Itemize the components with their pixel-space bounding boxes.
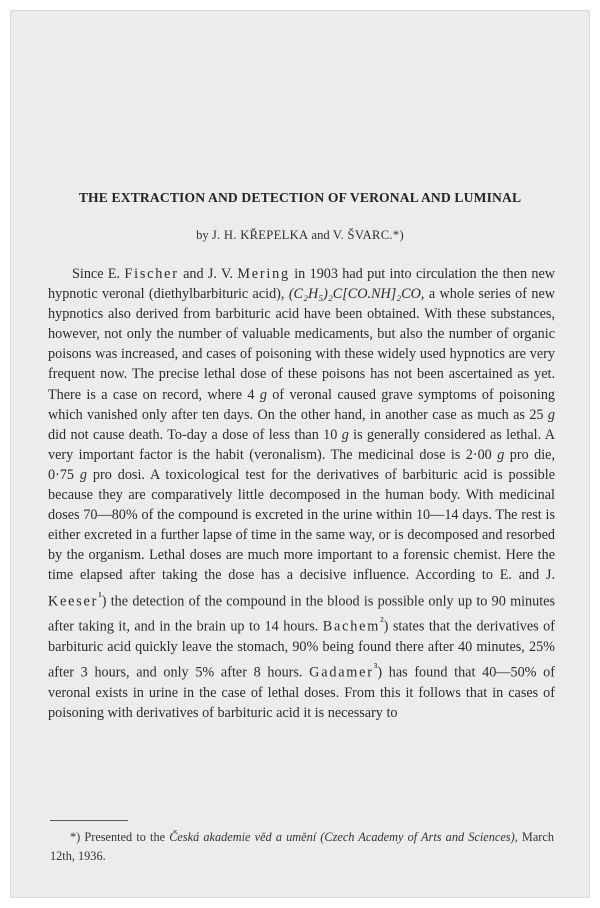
byline-by: by xyxy=(196,228,212,242)
text-run: , March 12th, 1936. xyxy=(50,830,554,863)
unit-gram: g xyxy=(79,466,88,483)
author-name-fischer: Fischer xyxy=(124,266,179,282)
text-run: ) has found that 40—50% of veronal exists in urine in the case of lethal doses. From this it follows that in cases of poisoning with derivatives of barbituric acid it is necessary to xyxy=(48,664,555,722)
text-run: in 1903 had put into circulation the then new hypnotic veronal (diethylbarbituric acid), xyxy=(48,266,555,303)
reference-marker: ¹ xyxy=(98,588,102,603)
text-run: of veronal caused grave symptoms of poisoning which vanished only after ten days. On the other hand, in another case as much as 25 xyxy=(48,386,556,423)
footnote-text xyxy=(50,828,554,866)
document-page xyxy=(10,10,590,898)
author-name-bachem: Bachem xyxy=(322,619,381,636)
text-run: *) Presented to the xyxy=(70,830,170,844)
academy-name: Česká akademie věd a umění (Czech Academy of Arts and Sciences) xyxy=(169,830,515,844)
byline-and: and xyxy=(308,228,333,242)
article-title: THE EXTRACTION AND DETECTION OF VERONAL AND LUMINAL xyxy=(78,190,522,205)
text-run: pro dosi. A toxicological test for the derivatives of barbituric acid is possible because they are comparatively little decomposed in the human body. With medicinal doses 70—80% of the compound is excreted in the urine within 10—14 days. The rest is either excreted in a further lapse of time in the same way, or is decomposed and resorbed by the organism. Lethal doses are much more important to a forensic chemist. Here the time elapsed after taking the dose has a decisive influence. According to E. and J. xyxy=(48,466,555,584)
author-name-gadamer: Gadamer xyxy=(309,664,374,681)
text-run: , a whole series of new hypnotics also derived from barbituric acid have been obtained. With these substances, however, not only the number of valuable medicaments, but also the number of organic poisons was increased, and cases of poisoning with these widely used hypnotics are very frequent now. The precise lethal dose of these poisons has not been ascertained as yet. There is a case on record, where 4 xyxy=(48,286,555,403)
body-text xyxy=(48,264,555,723)
reference-marker: ² xyxy=(380,614,384,629)
unit-gram: g xyxy=(259,386,267,403)
text-run: ) states that the derivatives of barbituric acid quickly leave the stomach, 90% being found there after 40 minutes, 25% after 3 hours, and only 5% after 8 hours. xyxy=(48,619,555,681)
text-run: ) the detection of the compound in the blood is possible only up to 90 minutes after taking it, and in the brain up to 14 hours. xyxy=(48,593,555,636)
text-run: and J. V. xyxy=(178,266,238,282)
unit-gram: g xyxy=(547,406,555,423)
unit-gram: g xyxy=(497,446,505,463)
author-1: J. H. KŘEPELKA xyxy=(211,228,309,242)
byline xyxy=(10,228,590,243)
unit-gram: g xyxy=(341,426,349,443)
author-name-mering: Mering xyxy=(237,266,290,282)
text-run: is generally considered as lethal. A very important factor is the habit (veronalism). The medicinal dose is 2·00 xyxy=(48,426,555,463)
text-run: Since E. xyxy=(72,266,125,282)
author-name-keeser: Keeser xyxy=(48,593,99,610)
chemical-formula: (C₂H₅)₂C[CO.NH]₂CO xyxy=(288,286,421,303)
text-run: did not cause death. To-day a dose of less than 10 xyxy=(48,426,342,443)
footnote xyxy=(50,828,554,866)
footnote-divider xyxy=(50,820,128,821)
author-2: V. ŠVARC.*) xyxy=(332,228,404,242)
text-run: pro die, 0·75 xyxy=(48,446,555,483)
paragraph xyxy=(48,264,555,723)
reference-marker: ³ xyxy=(373,660,378,675)
